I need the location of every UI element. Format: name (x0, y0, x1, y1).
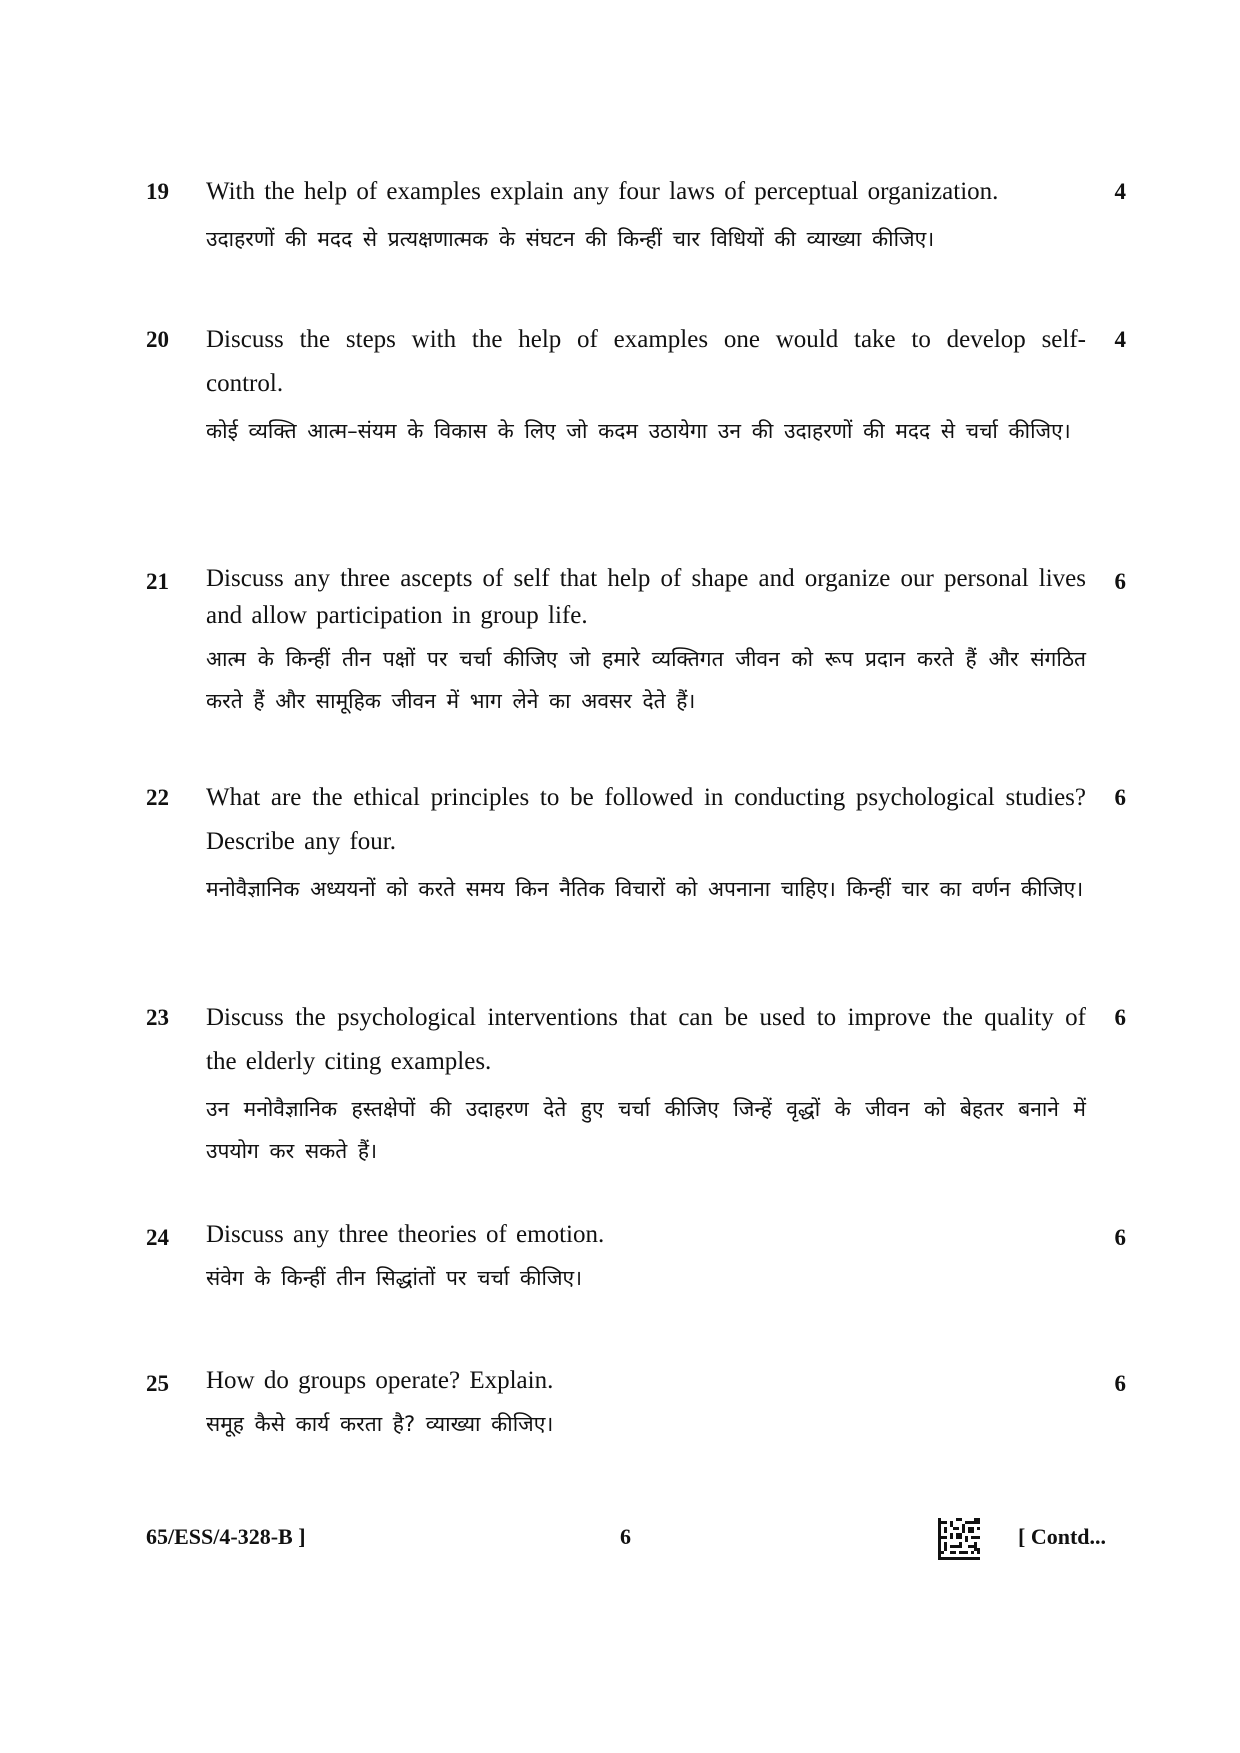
question-number: 22 (146, 785, 169, 810)
question-marks: 6 (1114, 1371, 1126, 1396)
question-marks: 6 (1114, 1225, 1126, 1250)
question-marks: 4 (1114, 179, 1126, 204)
question-text-hindi: संवेग के किन्हीं तीन सिद्धांतों पर चर्चा कीजिए। (206, 1266, 583, 1290)
question-text-english: With the help of examples explain any four laws of perceptual organization. (206, 178, 999, 205)
qr-code-icon (938, 1518, 980, 1560)
question-text-english: Discuss the psychological interventions that can be used to improve the quality of the elderly citing examples. (206, 1004, 1086, 1075)
question-text-hindi: कोई व्यक्ति आत्म–संयम के विकास के लिए जो कदम उठायेगा उन की उदाहरणों की मदद से चर्चा कीजिए। (206, 419, 1071, 443)
continued-label: [ Contd... (1018, 1524, 1107, 1549)
question-text-hindi: उन मनोवैज्ञानिक हस्तक्षेपों की उदाहरण देते हुए चर्चा कीजिए जिन्हें वृद्धों के जीवन को बेहतर बनाने में उपयोग कर सकते हैं। (206, 1097, 1086, 1163)
question-text-hindi: आत्म के किन्हीं तीन पक्षों पर चर्चा कीजिए जो हमारे व्यक्तिगत जीवन को रूप प्रदान करते हैं और संगठित करते हैं और सामूहिक जीवन में भाग लेने का अवसर देते हैं। (206, 647, 1086, 713)
question-body (206, 1362, 1086, 1445)
question-body (206, 776, 1086, 910)
page-number: 6 (620, 1524, 631, 1549)
question-number: 20 (146, 327, 169, 352)
question-marks: 6 (1114, 569, 1126, 594)
question-body (206, 996, 1086, 1172)
question-number: 19 (146, 179, 169, 204)
question-text-english: What are the ethical principles to be followed in conducting psychological studies? Describe any four. (206, 784, 1086, 855)
question-marks: 4 (1114, 327, 1126, 352)
question-text-english: Discuss any three theories of emotion. (206, 1221, 605, 1248)
question-number: 23 (146, 1005, 169, 1030)
question-body (206, 318, 1086, 452)
paper-code: 65/ESS/4-328-B ] (146, 1524, 306, 1549)
question-text-hindi: उदाहरणों की मदद से प्रत्यक्षणात्मक के संघटन की किन्हीं चार विधियों की व्याख्या कीजिए। (206, 227, 935, 251)
question-text-hindi: मनोवैज्ञानिक अध्ययनों को करते समय किन नैतिक विचारों को अपनाना चाहिए। किन्हीं चार का वर्णन कीजिए। (206, 877, 1084, 901)
question-body (206, 560, 1086, 722)
question-text-english: Discuss the steps with the help of examples one would take to develop self- control. (206, 326, 1086, 397)
question-text-english: Discuss any three ascepts of self that help of shape and organize our personal lives and allow participation in group life. (206, 565, 1086, 629)
question-number: 25 (146, 1371, 169, 1396)
question-number: 24 (146, 1225, 169, 1250)
question-marks: 6 (1114, 1005, 1126, 1030)
question-body (206, 170, 1086, 260)
question-number: 21 (146, 569, 169, 594)
question-text-hindi: समूह कैसे कार्य करता है? व्याख्या कीजिए। (206, 1412, 554, 1436)
question-body (206, 1216, 1086, 1299)
question-text-english: How do groups operate? Explain. (206, 1367, 554, 1394)
question-marks: 6 (1114, 785, 1126, 810)
